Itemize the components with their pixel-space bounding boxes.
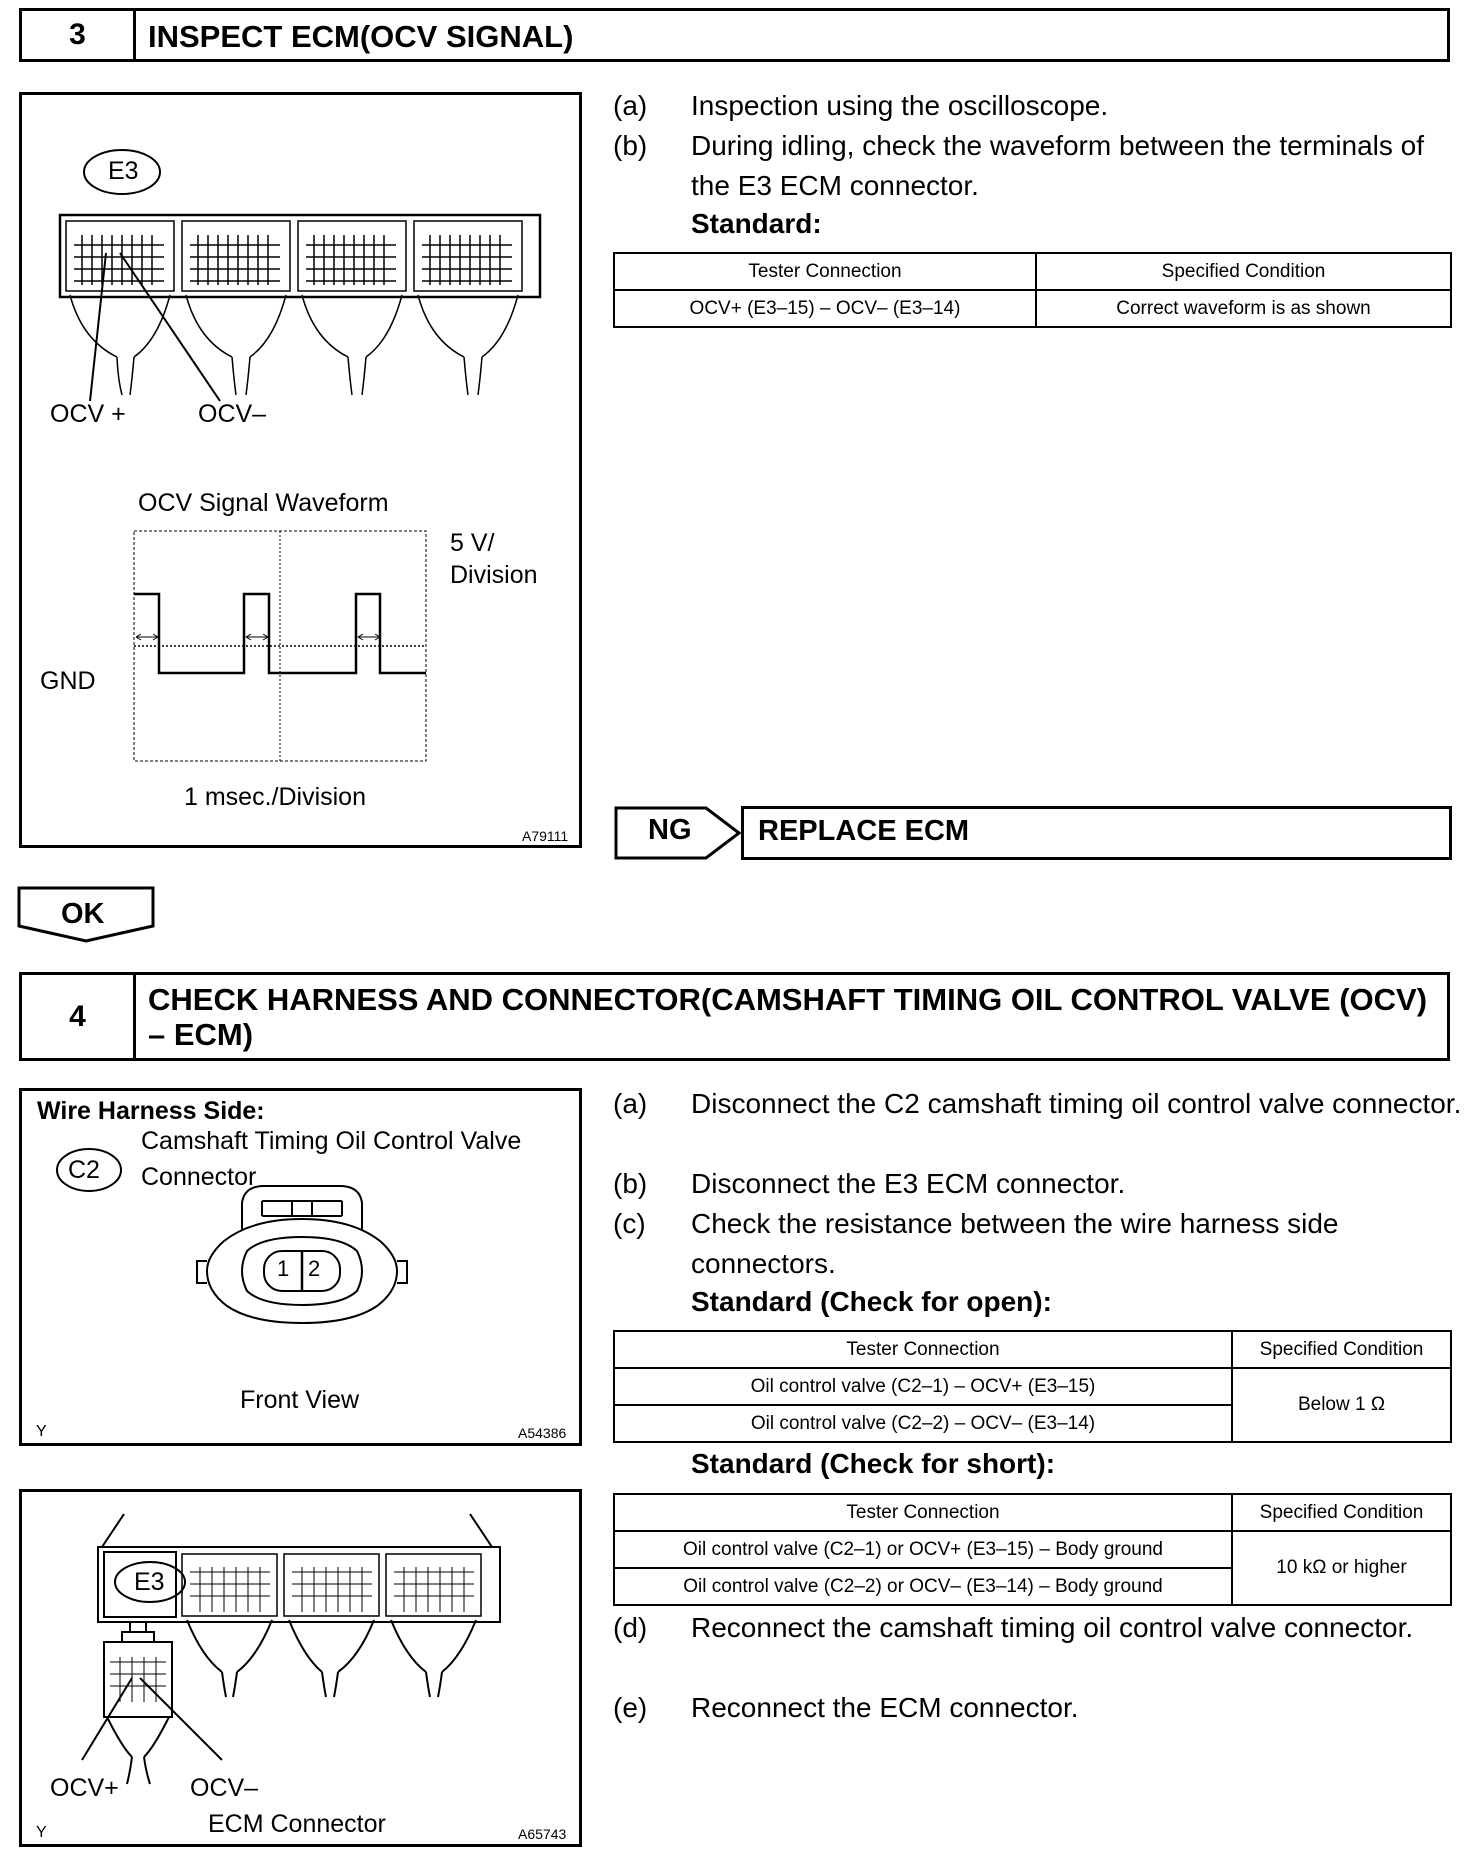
step-3b (613, 126, 1453, 206)
table-header: Specified Condition (1036, 253, 1451, 290)
step-4c (613, 1204, 1453, 1284)
step-marker: (e) (613, 1692, 648, 1723)
ocv-plus-label: OCV+ (50, 1774, 119, 1802)
table-cell: Oil control valve (C2–1) or OCV+ (E3–15) – Body ground (614, 1531, 1232, 1568)
step-4-header (19, 972, 1450, 1061)
standard-label: Standard: (691, 208, 822, 239)
step-text: Reconnect the ECM connector. (691, 1692, 1079, 1723)
replace-ecm-box (741, 806, 1452, 860)
y-mark: Y (36, 1423, 47, 1440)
step-3a (613, 86, 1453, 126)
step-text: Disconnect the E3 ECM connector. (691, 1168, 1126, 1199)
c2-badge: C2 (68, 1156, 100, 1184)
table-header: Tester Connection (614, 1494, 1232, 1531)
table-header: Tester Connection (614, 253, 1036, 290)
figure-id: A79111 (522, 828, 569, 844)
volts-per-division: 5 V/ (450, 529, 495, 557)
ng-label: NG (648, 814, 692, 846)
step-marker: (a) (613, 90, 648, 121)
front-view-label: Front View (240, 1386, 360, 1414)
figure-id: A65743 (518, 1826, 567, 1842)
step-4e (613, 1688, 1453, 1728)
step-number: 3 (22, 11, 136, 59)
gnd-label: GND (40, 667, 96, 695)
table-cell: Oil control valve (C2–2) or OCV– (E3–14) – Body ground (614, 1568, 1232, 1605)
e3-badge: E3 (134, 1568, 165, 1596)
standard-table (613, 252, 1452, 328)
ocv-connector-illustration (22, 1091, 579, 1341)
ecm-connector-caption: ECM Connector (208, 1810, 386, 1838)
open-check-table (613, 1330, 1452, 1443)
ecm-connector-illustration (22, 95, 579, 425)
step-marker: (c) (613, 1208, 646, 1239)
pin-2: 2 (308, 1256, 321, 1281)
step-title: INSPECT ECM(OCV SIGNAL) (148, 19, 574, 54)
open-check-label: Standard (Check for open): (691, 1286, 1052, 1317)
wire-harness-figure (19, 1088, 582, 1446)
table-cell: Correct waveform is as shown (1036, 290, 1451, 327)
volts-per-division-2: Division (450, 561, 538, 589)
time-per-division: 1 msec./Division (184, 783, 366, 811)
ocv-signal-figure (19, 92, 582, 848)
step-marker: (a) (613, 1088, 648, 1119)
y-mark: Y (36, 1824, 47, 1841)
ocv-minus-label: OCV– (190, 1774, 259, 1802)
oscilloscope-waveform (114, 529, 444, 769)
ng-action: REPLACE ECM (758, 815, 970, 847)
step-number: 4 (22, 975, 136, 1058)
ecm-harness-illustration (22, 1492, 579, 1792)
short-check-table (613, 1493, 1452, 1606)
step-text: Reconnect the camshaft timing oil control valve connector. (691, 1612, 1414, 1643)
step-title: CHECK HARNESS AND CONNECTOR(CAMSHAFT TIMING OIL CONTROL VALVE (OCV) – ECM) (148, 982, 1428, 1052)
e3-badge: E3 (108, 157, 139, 185)
table-header: Specified Condition (1232, 1494, 1451, 1531)
figure-id: A54386 (518, 1425, 567, 1441)
step-3-header (19, 8, 1450, 62)
step-text: Inspection using the oscilloscope. (691, 90, 1109, 121)
ok-label: OK (61, 898, 105, 930)
step-4b (613, 1164, 1453, 1204)
table-cell: OCV+ (E3–15) – OCV– (E3–14) (614, 290, 1036, 327)
step-marker: (b) (613, 1168, 648, 1199)
pin-1: 1 (277, 1256, 290, 1281)
short-check-label: Standard (Check for short): (691, 1448, 1056, 1479)
step-text: During idling, check the waveform between the terminals of the E3 ECM connector. (691, 130, 1425, 201)
table-cell: Oil control valve (C2–1) – OCV+ (E3–15) (614, 1368, 1232, 1405)
step-text: Disconnect the C2 camshaft timing oil control valve connector. (691, 1088, 1462, 1119)
table-cell: 10 kΩ or higher (1232, 1531, 1451, 1605)
table-cell: Below 1 Ω (1232, 1368, 1451, 1442)
step-4a (613, 1084, 1462, 1164)
step-4d (613, 1608, 1453, 1688)
step-text: Check the resistance between the wire harness side connectors. (691, 1208, 1339, 1279)
ocv-minus-label: OCV– (198, 400, 267, 428)
table-header: Tester Connection (614, 1331, 1232, 1368)
ecm-connector-figure (19, 1489, 582, 1847)
ocv-plus-label: OCV + (50, 400, 126, 428)
connector-name: Camshaft Timing Oil Control Valve Connector (141, 1127, 522, 1191)
table-cell: Oil control valve (C2–2) – OCV– (E3–14) (614, 1405, 1232, 1442)
step-marker: (b) (613, 130, 648, 161)
waveform-title: OCV Signal Waveform (138, 489, 389, 517)
wire-harness-heading: Wire Harness Side: (37, 1097, 265, 1125)
step-marker: (d) (613, 1612, 648, 1643)
table-header: Specified Condition (1232, 1331, 1451, 1368)
